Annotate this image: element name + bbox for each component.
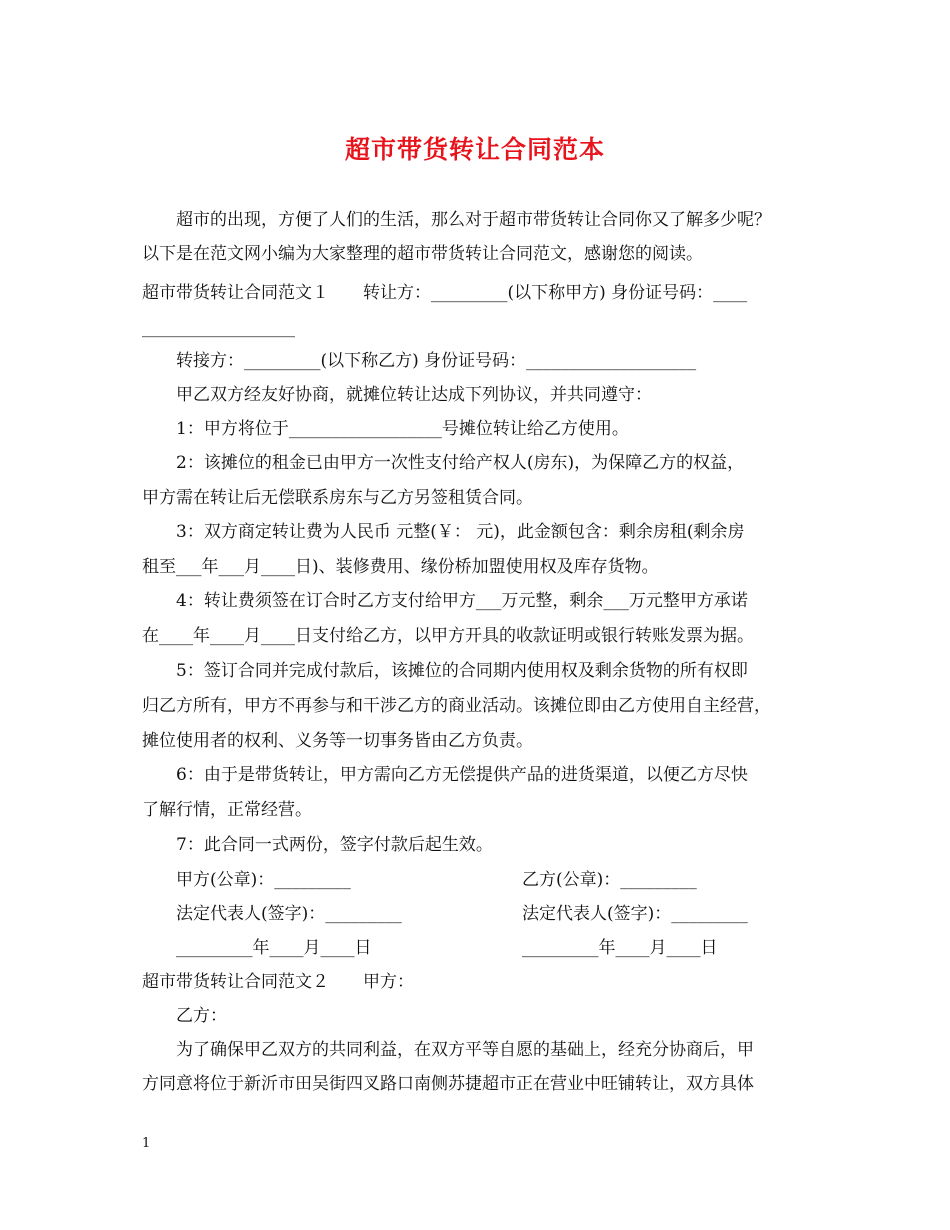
paragraph-line: 6：由于是带货转让，甲方需向乙方无偿提供产品的进货渠道，以便乙方尽快 <box>176 765 748 785</box>
signature-party-a-seal: 甲方(公章)：_________ <box>176 870 351 890</box>
document-title: 超市带货转让合同范本 <box>344 135 605 164</box>
paragraph-line: 4：转让费须签在订合时乙方支付给甲方___万元整，剩余___万元整甲方承诺 <box>176 591 748 611</box>
paragraph-line: 为了确保甲乙双方的共同利益，在双方平等自愿的基础上，经充分协商后，甲 <box>176 1040 754 1060</box>
signature-party-a-date: _________年____月____日 <box>176 938 372 958</box>
paragraph-line: 摊位使用者的权利、义务等一切事务皆由乙方负责。 <box>142 731 533 751</box>
paragraph-line: 1：甲方将位于__________________号摊位转让给乙方使用。 <box>176 419 629 439</box>
paragraph-line: 甲乙双方经友好协商，就摊位转让达成下列协议，并共同遵守： <box>176 385 652 405</box>
paragraph-line: 方同意将位于新沂市田吴街四叉路口南侧苏捷超市正在营业中旺铺转让，双方具体 <box>142 1074 754 1094</box>
paragraph-line: 3：双方商定转让费为人民币 元整(￥： 元)，此金额包含：剩余房租(剩余房 <box>176 522 745 542</box>
paragraph-line: 转接方：_________(以下称乙方) 身份证号码：____________________ <box>176 351 697 371</box>
paragraph-line: 以下是在范文网小编为大家整理的超市带货转让合同范文，感谢您的阅读。 <box>142 244 703 264</box>
paragraph-line: 5：签订合同并完成付款后，该摊位的合同期内使用权及剩余货物的所有权即 <box>176 661 748 681</box>
signature-party-b-seal: 乙方(公章)：_________ <box>522 870 697 890</box>
paragraph-line: 超市的出现，方便了人们的生活，那么对于超市带货转让合同你又了解多少呢？ <box>176 210 771 230</box>
signature-party-b-rep: 法定代表人(签字)：_________ <box>522 904 748 924</box>
paragraph-line: 乙方： <box>176 1006 227 1026</box>
paragraph-line: 7：此合同一式两份，签字付款后起生效。 <box>176 835 493 855</box>
signature-party-a-rep: 法定代表人(签字)：_________ <box>176 904 402 924</box>
paragraph-line: 超市带货转让合同范文２ 甲方： <box>142 972 414 992</box>
paragraph-line: 超市带货转让合同范文１ 转让方：_________(以下称甲方) 身份证号码：____ <box>142 283 748 303</box>
signature-party-b-date: _________年____月____日 <box>522 938 718 958</box>
page-number: 1 <box>142 1136 151 1151</box>
paragraph-line: 在____年____月____日支付给乙方，以甲方开具的收款证明或银行转账发票为据。 <box>142 626 754 646</box>
paragraph-line: 2：该摊位的租金已由甲方一次性支付给产权人(房东)，为保障乙方的权益， <box>176 453 745 473</box>
paragraph-line: __________________ <box>142 318 295 338</box>
paragraph-line: 甲方需在转让后无偿联系房东与乙方另签租赁合同。 <box>142 488 533 508</box>
paragraph-line: 租至___年___月____日)、装修费用、缘份桥加盟使用权及库存货物。 <box>142 557 659 577</box>
paragraph-line: 归乙方所有，甲方不再参与和干涉乙方的商业活动。该摊位即由乙方使用自主经营， <box>142 696 771 716</box>
paragraph-line: 了解行情，正常经营。 <box>142 800 312 820</box>
